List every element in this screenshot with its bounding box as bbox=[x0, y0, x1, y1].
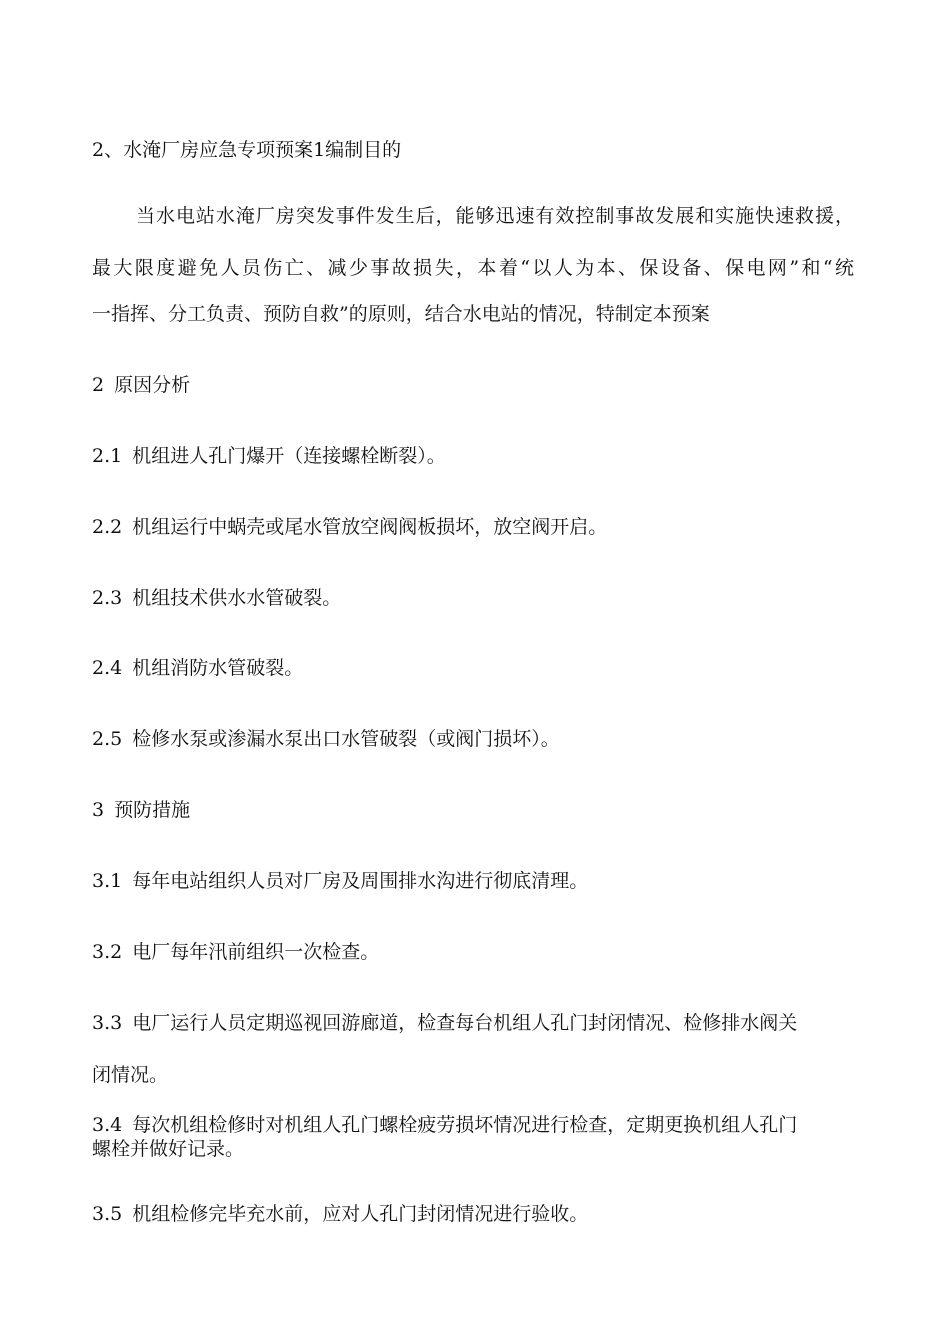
purpose-line-1: 当水电站水淹厂房突发事件发生后，能够迅速有效控制事故发展和实施快速救援， bbox=[136, 205, 854, 227]
item-number: 2.3 bbox=[92, 587, 123, 609]
list-item bbox=[92, 515, 854, 539]
section-title: 原因分析 bbox=[114, 374, 191, 396]
list-item-continuation: 闭情况。 bbox=[92, 1064, 169, 1086]
document-heading: 2、水淹厂房应急专项预案1编制目的 bbox=[92, 139, 402, 161]
item-number: 2.1 bbox=[92, 445, 123, 467]
item-number: 3.5 bbox=[92, 1203, 123, 1225]
list-item bbox=[92, 656, 854, 680]
section-number: 2 bbox=[92, 374, 105, 396]
list-item bbox=[92, 1113, 854, 1137]
item-text: 机组消防水管破裂。 bbox=[132, 657, 304, 679]
list-item bbox=[92, 1202, 854, 1226]
item-text: 每年电站组织人员对厂房及周围排水沟进行彻底清理。 bbox=[132, 870, 589, 892]
item-number: 2.5 bbox=[92, 728, 123, 750]
item-number: 2.2 bbox=[92, 516, 123, 538]
item-text: 每次机组检修时对机组人孔门螺栓疲劳损坏情况进行检查，定期更换机组人孔门 bbox=[132, 1114, 798, 1136]
item-text: 电厂每年汛前组织一次检查。 bbox=[132, 941, 380, 963]
purpose-line-2: 最大限度避免人员伤亡、减少事故损失，本着“以人为本、保设备、保电网”和“统 bbox=[92, 257, 854, 279]
item-text: 机组检修完毕充水前，应对人孔门封闭情况进行验收。 bbox=[132, 1203, 589, 1225]
section-3-heading bbox=[92, 798, 854, 822]
item-text: 电厂运行人员定期巡视回游廊道，检查每台机组人孔门封闭情况、检修排水阀关 bbox=[132, 1012, 798, 1034]
item-text: 机组运行中蜗壳或尾水管放空阀阀板损坏，放空阀开启。 bbox=[132, 516, 608, 538]
item-text: 机组进人孔门爆开（连接螺栓断裂）。 bbox=[132, 445, 446, 467]
list-item bbox=[92, 727, 854, 751]
item-text: 机组技术供水水管破裂。 bbox=[132, 587, 342, 609]
list-item bbox=[92, 1011, 854, 1035]
section-number: 3 bbox=[92, 799, 105, 821]
list-item bbox=[92, 444, 854, 468]
item-text: 检修水泵或渗漏水泵出口水管破裂（或阀门损坏）。 bbox=[132, 728, 560, 750]
item-number: 3.2 bbox=[92, 941, 123, 963]
list-item bbox=[92, 940, 854, 964]
purpose-line-3: 一指挥、分工负责、预防自救”的原则，结合水电站的情况，特制定本预案 bbox=[92, 303, 710, 325]
section-title: 预防措施 bbox=[114, 799, 191, 821]
list-item bbox=[92, 586, 854, 610]
item-number: 2.4 bbox=[92, 657, 123, 679]
item-number: 3.3 bbox=[92, 1012, 123, 1034]
item-number: 3.4 bbox=[92, 1114, 123, 1136]
list-item bbox=[92, 869, 854, 893]
item-number: 3.1 bbox=[92, 870, 123, 892]
section-2-heading bbox=[92, 373, 854, 397]
list-item-continuation: 螺栓并做好记录。 bbox=[92, 1138, 245, 1160]
